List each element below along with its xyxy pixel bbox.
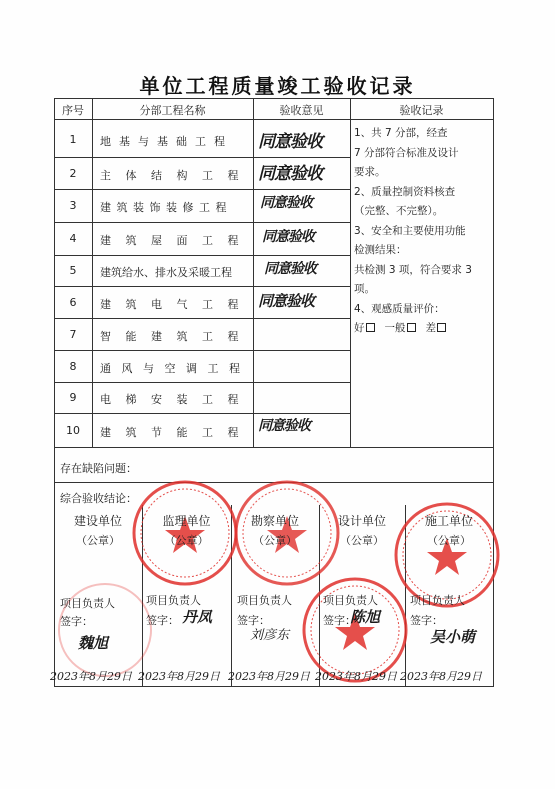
unit-seal: （公章） (427, 534, 471, 547)
conclusion-label: 综合验收结论： (60, 492, 137, 505)
row-seq: 4 (69, 232, 77, 245)
unit-date: 2023年8月29日 (138, 670, 220, 683)
page-title: 单位工程质量竣工验收记录 (139, 74, 416, 98)
unit-sign: 签字： (323, 614, 356, 627)
unit-person: 项目负责人 (410, 594, 465, 607)
row-seq: 2 (69, 167, 77, 180)
unit-name: 勘察单位 (250, 514, 299, 528)
row-name: 电梯安装工程 (100, 393, 253, 406)
row-seq: 7 (69, 328, 77, 341)
row-opinion: 同意验收 (258, 164, 322, 184)
row-seq: 10 (66, 424, 80, 437)
unit-name: 建设单位 (73, 514, 122, 528)
row-seq: 5 (69, 264, 77, 277)
row-name: 地基与基础工程 (100, 135, 233, 148)
unit-sign: 签字： (60, 615, 93, 628)
row-name: 通风与空调工程 (100, 362, 251, 375)
row-name: 智能建筑工程 (100, 330, 253, 343)
row-name: 建筑电气工程 (100, 298, 253, 311)
unit-person: 项目负责人 (60, 597, 115, 610)
row-seq: 3 (69, 199, 77, 212)
unit-sign: 签字： (410, 614, 443, 627)
appearance-rating: 好 一般 差 (354, 319, 482, 339)
unit-date: 2023年8月29日 (315, 670, 397, 683)
header-record: 验收记录 (399, 104, 444, 117)
header-name: 分部工程名称 (139, 104, 206, 117)
unit-seal: （公章） (76, 534, 120, 547)
row-opinion: 同意验收 (262, 229, 314, 245)
row-seq: 8 (69, 360, 77, 373)
unit-person: 项目负责人 (237, 594, 292, 607)
unit-seal: （公章） (164, 534, 209, 547)
row-seq: 9 (69, 391, 77, 404)
row-opinion: 同意验收 (258, 132, 322, 152)
row-opinion: 同意验收 (260, 195, 312, 211)
row-seq: 1 (69, 133, 77, 146)
unit-seal: （公章） (253, 534, 297, 547)
defects-label: 存在缺陷问题： (60, 462, 137, 475)
header-opinion: 验收意见 (279, 104, 324, 117)
row-name: 建筑装饰装修工程 (100, 201, 232, 214)
row-opinion: 同意验收 (264, 261, 316, 277)
unit-name: 设计单位 (337, 514, 386, 528)
unit-sign: 签字： (146, 614, 179, 627)
checkbox-good (366, 323, 375, 332)
unit-date: 2023年8月29日 (228, 670, 310, 683)
row-opinion: 同意验收 (258, 418, 310, 434)
unit-date: 2023年8月29日 (400, 670, 482, 683)
row-name: 建筑节能工程 (100, 426, 253, 439)
unit-sign: 签字： (237, 614, 270, 627)
unit-person: 项目负责人 (146, 594, 201, 607)
unit-signature: 魏旭 (78, 634, 109, 652)
acceptance-record-text: 1、共 7 分部，经查 7 分部符合标准及设计 要求。 2、质量控制资料核查 （完整、不完整）。 3、安全和主要使用功能 检测结果： 共检测 3 项，符合要求 3 项。 4、观感质量评价： 好 一般 差 (354, 124, 482, 339)
row-seq: 6 (69, 296, 77, 309)
row-opinion: 同意验收 (258, 292, 315, 310)
checkbox-poor (437, 323, 446, 332)
unit-name: 施工单位 (424, 514, 473, 528)
unit-signature: 丹凤 (182, 608, 213, 626)
unit-name: 监理单位 (162, 514, 211, 528)
unit-signature: 陈旭 (350, 608, 381, 626)
unit-person: 项目负责人 (323, 594, 378, 607)
unit-signature: 吴小萌 (430, 628, 476, 646)
unit-seal: （公章） (340, 534, 384, 547)
unit-signature: 刘彦东 (250, 628, 290, 643)
row-name: 建筑给水、排水及采暖工程 (100, 266, 232, 279)
header-seq: 序号 (62, 104, 84, 117)
checkbox-fair (407, 323, 416, 332)
row-name: 建筑屋面工程 (100, 234, 253, 247)
row-name: 主体结构工程 (100, 169, 253, 182)
unit-date: 2023年8月29日 (50, 670, 132, 683)
